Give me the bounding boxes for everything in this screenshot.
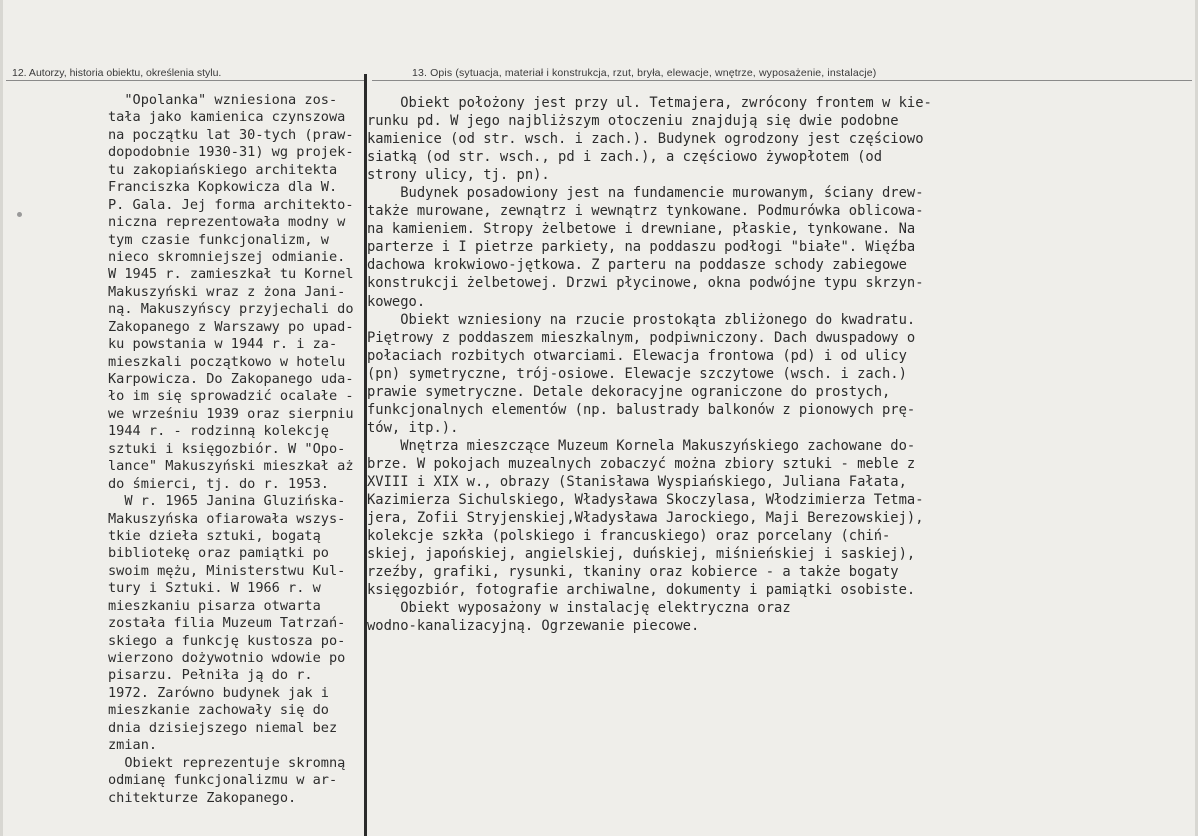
description-text-line: siatką (od str. wsch., pd i zach.), a częściowo żywopłotem (od (367, 149, 882, 166)
description-text-line: jera, Zofii Stryjenskiej,Władysława Jarockiego, Maji Berezowskiej), (367, 510, 924, 527)
description-text-line: Wnętrza mieszczące Muzeum Kornela Makuszyńskiego zachowane do- (367, 437, 916, 454)
description-text-line: dachowa krokwiowo-jętkowa. Z parteru na poddasze schody zabiegowe (367, 257, 907, 274)
description-text-line: Kazimierza Sichulskiego, Władysława Skoczylasa, Włodzimierza Tetma- (367, 492, 924, 509)
description-text-line: strony ulicy, tj. pn). (367, 167, 550, 184)
header-rule-left (6, 80, 364, 81)
description-text-line: wodno-kanalizacyjną. Ogrzewanie piecowe. (367, 618, 700, 635)
history-text-line: mieszkali początkowo w hotelu (108, 353, 346, 370)
history-text-line: tała jako kamienica czynszowa (108, 109, 346, 126)
description-text-line: połaciach rozbitych otwarciami. Elewacja frontowa (pd) i od ulicy (367, 347, 907, 364)
history-text-column (108, 92, 370, 807)
description-text-line: funkcjonalnych elementów (np. balustrady balkonów z pionowych prę- (367, 401, 916, 418)
description-text-line: XVIII i XIX w., obrazy (Stanisława Wyspiańskiego, Juliana Fałata, (367, 473, 907, 490)
history-text-line: została filia Muzeum Tatrzań- (108, 615, 346, 632)
description-text-line: kowego. (367, 293, 426, 310)
history-text-line: skiego a funkcję kustosza po- (108, 632, 346, 649)
history-text-line: chitekturze Zakopanego. (108, 789, 297, 806)
history-text-line: 1972. Zarówno budynek jak i (108, 684, 329, 701)
description-text-line: Obiekt wzniesiony na rzucie prostokąta zbliżonego do kwadratu. (367, 311, 916, 328)
history-text-line: "Opolanka" wzniesiona zos- (108, 92, 338, 108)
description-text-line: kolekcje szkła (polskiego i francuskiego) oraz porcelany (chiń- (367, 528, 891, 545)
history-text-line: do śmierci, tj. do r. 1953. (108, 475, 329, 492)
page-edge-left (0, 0, 3, 836)
description-text-line: konstrukcji żelbetowej. Drzwi płycinowe, okna podwójne typu skrzyn- (367, 275, 924, 292)
history-text-line: ło im się sprowadzić ocalałe - (108, 388, 354, 405)
history-text-line: W 1945 r. zamieszkał tu Kornel (108, 266, 354, 283)
history-text-line: dopodobnie 1930-31) wg projek- (108, 144, 354, 161)
history-text-line: mieszkaniu pisarza otwarta (108, 597, 321, 614)
description-text-line: kamienice (od str. wsch. i zach.). Budynek ogrodzony jest częściowo (367, 131, 924, 148)
history-text-line: Karpowicza. Do Zakopanego uda- (108, 371, 354, 387)
history-text-line: Zakopanego z Warszawy po upad- (108, 318, 354, 335)
description-text-line: parterze i I pietrze parkiety, na poddaszu podłogi "białe". Więźba (367, 239, 916, 256)
description-text-line: Piętrowy z poddaszem mieszkalnym, podpiwniczony. Dach dwuspadowy o (367, 329, 916, 346)
history-text-line: tu zakopiańskiego architekta (108, 161, 338, 178)
description-text-line: Obiekt wyposażony w instalację elektryczna oraz (367, 600, 791, 617)
history-text-line: tym czasie funkcjonalizm, w (108, 231, 329, 248)
history-text-line: pisarzu. Pełniła ją do r. (108, 667, 313, 684)
description-text-line: na kamieniem. Stropy żelbetowe i drewniane, płaskie, tynkowane. Na (367, 221, 916, 238)
description-text-line: Obiekt położony jest przy ul. Tetmajera, zwrócony frontem w kie- (367, 95, 932, 111)
header-rule-right (372, 80, 1192, 81)
history-text-line: niczna reprezentowała modny w (108, 214, 346, 231)
description-text-line: księgozbiór, fotografie archiwalne, dokumenty i pamiątki osobiste. (367, 582, 916, 599)
description-text-line: rzeźby, grafiki, rysunki, tkaniny oraz kobierce - a także bogaty (367, 564, 899, 581)
description-text-line: także murowane, zewnątrz i wewnątrz tynkowane. Podmurówka oblicowa- (367, 203, 924, 220)
history-text-line: dnia dzisiejszego niemal bez (108, 719, 338, 736)
paper-speck (17, 212, 22, 217)
description-text-line: tów, itp.). (367, 419, 459, 436)
history-text-line: 1944 r. - rodzinną kolekcję (108, 423, 329, 440)
history-text-line: swoim mężu, Ministerstwu Kul- (108, 562, 346, 579)
description-text-line: prawie symetryczne. Detale dekoracyjne ograniczone do prostych, (367, 383, 891, 400)
header-description: 13. Opis (sytuacja, materiał i konstrukcja, rzut, bryła, elewacje, wnętrze, wyposażenie, instalacje) (412, 67, 877, 79)
history-text-line: na początku lat 30-tych (praw- (108, 126, 354, 143)
history-text-line: Franciszka Kopkowicza dla W. (108, 179, 338, 196)
history-text-line: ku powstania w 1944 r. i za- (108, 336, 338, 353)
history-text-line: odmianę funkcjonalizmu w ar- (108, 772, 338, 789)
header-authors-history: 12. Autorzy, historia obiektu, określenia stylu. (12, 67, 222, 79)
history-text-line: wierzono dożywotnio wdowie po (108, 650, 346, 666)
history-text-line: bibliotekę oraz pamiątki po (108, 545, 329, 562)
history-text-line: Makuszyńska ofiarowała wszys- (108, 510, 346, 527)
description-text-line: runku pd. W jego najbliższym otoczeniu znajdują się dwie podobne (367, 113, 899, 130)
history-text-line: P. Gala. Jej forma architekto- (108, 196, 354, 213)
history-text-line: tkie dzieła sztuki, bogatą (108, 527, 321, 544)
history-text-line: W r. 1965 Janina Gluzińska- (108, 493, 346, 510)
history-text-line: sztuki i księgozbiór. W "Opo- (108, 440, 346, 457)
history-text-line: Makuszyński wraz z żona Jani- (108, 283, 346, 300)
history-text-line: ną. Makuszyńscy przyjechali do (108, 301, 354, 318)
history-text-line: mieszkanie zachowały się do (108, 702, 329, 719)
history-text-line: lance" Makuszyński mieszkał aż (108, 458, 354, 475)
description-text-line: (pn) symetryczne, trój-osiowe. Elewacje szczytowe (wsch. i zach.) (367, 365, 907, 382)
history-text-line: tury i Sztuki. W 1966 r. w (108, 580, 321, 597)
description-text-line: skiej, japońskiej, angielskiej, duńskiej, miśnieńskiej i saskiej), (367, 546, 916, 563)
history-text-line: Obiekt reprezentuje skromną (108, 754, 346, 771)
history-text-line: zmian. (108, 737, 158, 754)
history-text-line: we wrześniu 1939 oraz sierpniu (108, 405, 354, 422)
description-text-line: Budynek posadowiony jest na fundamencie murowanym, ściany drew- (367, 185, 924, 202)
history-text-line: nieco skromniejszej odmianie. (108, 248, 346, 265)
description-text-column (367, 94, 1067, 635)
description-text-line: brze. W pokojach muzealnych zobaczyć można zbiory sztuki - meble z (367, 455, 916, 472)
